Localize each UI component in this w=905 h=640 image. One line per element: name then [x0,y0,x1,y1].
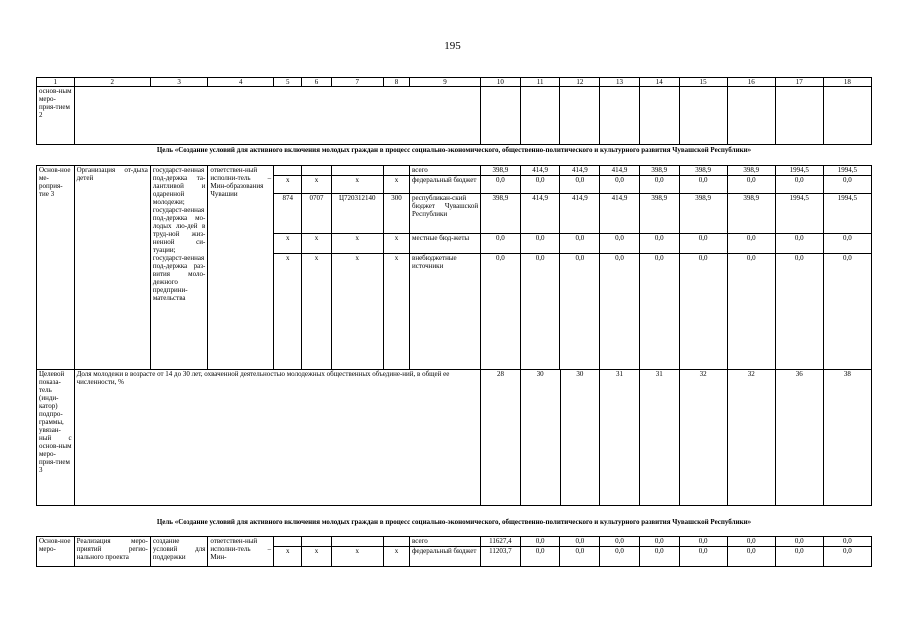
goal-heading-1: Цель «Создание условий для активного включения молодых граждан в процесс социально-экономического, общественно-политического и культурного развития Чувашской Республики» [156,146,752,154]
funding-value: 0,0 [481,254,521,370]
funding-value: 1994,5 [823,166,871,176]
event-executor: ответствен-ный исполни-тель – Мин-образования Чувашии [208,166,274,370]
budget-code: x [383,254,409,370]
budget-code: Ц720312140 [331,194,383,234]
funding-row [37,166,872,176]
funding-source: всего [410,166,481,176]
funding-value: 0,0 [775,234,823,254]
column-number: 16 [727,78,775,87]
indicator-text: Доля молодежи в возрасте от 14 до 30 лет, охваченной деятельностью молодежных общественных объедине-ний, в общей ее численности, % [74,370,480,506]
funding-value: 0,0 [823,254,871,370]
indicator-value: 28 [481,370,521,506]
funding-value: 0,0 [727,537,775,547]
budget-code: x [302,176,331,194]
funding-source: федеральный бюджет [410,547,481,567]
funding-value: 0,0 [823,547,871,567]
funding-value: 0,0 [560,547,600,567]
event-title: Реализация меро-приятий регио-нального проекта [74,537,150,567]
budget-code: x [302,547,331,567]
cell [481,87,521,145]
funding-value: 398,9 [639,166,679,176]
funding-value: 0,0 [727,176,775,194]
budget-code: 874 [274,194,302,234]
funding-value: 0,0 [775,254,823,370]
budget-code: x [302,234,331,254]
cont-row-label: основ-ным меро-прия-тием 2 [37,87,75,145]
funding-value: 0,0 [639,176,679,194]
funding-value: 0,0 [520,234,560,254]
column-number: 14 [639,78,679,87]
funding-value: 414,9 [560,166,600,176]
budget-code [331,166,383,176]
funding-value: 0,0 [775,547,823,567]
column-number: 4 [208,78,274,87]
column-number: 10 [481,78,521,87]
funding-value: 0,0 [679,234,727,254]
funding-value: 0,0 [639,547,679,567]
funding-value: 1994,5 [823,194,871,234]
funding-source: республикан-ский бюджет Чувашской Республики [410,194,481,234]
cell [520,87,560,145]
funding-value: 0,0 [520,176,560,194]
column-number: 2 [74,78,150,87]
budget-code [274,166,302,176]
funding-value: 11203,7 [481,547,521,567]
column-number: 5 [274,78,302,87]
cont-row-span [74,87,480,145]
budget-code: x [331,547,383,567]
funding-value: 398,9 [481,166,521,176]
funding-value: 0,0 [679,537,727,547]
column-number: 6 [302,78,331,87]
cell [600,87,640,145]
event-name: Основ-ное меро- [37,537,75,567]
cell [639,87,679,145]
column-number: 8 [383,78,409,87]
funding-value: 0,0 [560,176,600,194]
budget-code: 300 [383,194,409,234]
funding-value: 1994,5 [775,194,823,234]
funding-value: 0,0 [775,176,823,194]
column-number: 9 [410,78,481,87]
budget-code: x [383,234,409,254]
funding-value: 398,9 [679,166,727,176]
cell [823,87,871,145]
funding-value: 0,0 [481,176,521,194]
budget-code [331,537,383,547]
indicator-value: 38 [823,370,871,506]
funding-value: 0,0 [823,537,871,547]
funding-value: 0,0 [520,254,560,370]
budget-code: x [274,254,302,370]
funding-value: 414,9 [520,166,560,176]
continuation-row [37,87,872,145]
funding-value: 398,9 [727,166,775,176]
budget-code: x [274,547,302,567]
funding-source: местные бюд-жеты [410,234,481,254]
funding-value: 0,0 [727,547,775,567]
indicator-label: Целевой показа-тель (инди-катор) подпро-граммы, увязан-ный с основ-ным меро-прия-тием 3 [37,370,75,506]
funding-value: 0,0 [560,234,600,254]
goal-heading-2: Цель «Создание условий для активного включения молодых граждан в процесс социально-экономического, общественно-политического и культурного развития Чувашской Республики» [156,518,752,526]
column-number: 11 [520,78,560,87]
indicator-value: 32 [727,370,775,506]
funding-value: 0,0 [639,537,679,547]
funding-value: 0,0 [560,254,600,370]
funding-source: всего [410,537,481,547]
budget-code [383,537,409,547]
funding-value: 398,9 [481,194,521,234]
funding-value: 0,0 [520,537,560,547]
column-number: 15 [679,78,727,87]
funding-value: 414,9 [600,166,640,176]
budget-code: x [274,176,302,194]
table-block-next-event [36,536,872,567]
indicator-value: 36 [775,370,823,506]
event-tasks: государст-венная под-держка та-лантливой и одаренной молодежи; государст-венная под-держка мо-лодых лю-дей в труд-ной жиз-ненной си-туации; государст-венная под-держка раз-вития моло-дежного предприни-мательства [150,166,207,370]
indicator-row [37,370,872,506]
budget-code: x [383,547,409,567]
funding-value: 0,0 [679,547,727,567]
funding-source: внебюджетные источники [410,254,481,370]
funding-value: 11627,4 [481,537,521,547]
column-number-row [37,78,872,87]
funding-value: 0,0 [560,537,600,547]
funding-value: 414,9 [520,194,560,234]
funding-value: 0,0 [679,176,727,194]
event-title: Организация от-дыха детей [74,166,150,370]
funding-value: 0,0 [600,176,640,194]
column-number: 1 [37,78,75,87]
funding-value: 0,0 [600,234,640,254]
event-tasks: создание условий для поддержки [150,537,207,567]
indicator-value: 30 [560,370,600,506]
funding-value: 0,0 [600,537,640,547]
budget-code: x [274,234,302,254]
funding-value: 0,0 [823,176,871,194]
budget-code [302,537,331,547]
funding-value: 0,0 [775,537,823,547]
event-name: Основ-ное ме-роприя-тие 3 [37,166,75,370]
table-header [36,77,872,145]
column-number: 17 [775,78,823,87]
funding-value: 1994,5 [775,166,823,176]
budget-code: 0707 [302,194,331,234]
funding-value: 0,0 [727,234,775,254]
funding-value: 0,0 [481,234,521,254]
budget-code: x [331,254,383,370]
indicator-value: 31 [639,370,679,506]
cell [775,87,823,145]
funding-value: 414,9 [600,194,640,234]
funding-value: 0,0 [639,234,679,254]
funding-row [37,537,872,547]
funding-value: 414,9 [560,194,600,234]
cell [560,87,600,145]
cell [727,87,775,145]
budget-code: x [302,254,331,370]
column-number: 7 [331,78,383,87]
table-indicator [36,369,872,506]
funding-source: федеральный бюджет [410,176,481,194]
funding-value: 398,9 [679,194,727,234]
budget-code: x [331,234,383,254]
funding-value: 0,0 [823,234,871,254]
cell [679,87,727,145]
column-number: 3 [150,78,207,87]
table-block-main-event-3 [36,165,872,370]
indicator-value: 31 [600,370,640,506]
funding-value: 0,0 [520,547,560,567]
column-number: 13 [600,78,640,87]
funding-value: 0,0 [600,254,640,370]
budget-code [383,166,409,176]
page-number: 195 [444,40,461,52]
budget-code: x [331,176,383,194]
budget-code [274,537,302,547]
budget-code: x [383,176,409,194]
funding-value: 0,0 [727,254,775,370]
column-number: 18 [823,78,871,87]
budget-code [302,166,331,176]
funding-value: 0,0 [639,254,679,370]
indicator-value: 32 [679,370,727,506]
funding-value: 398,9 [639,194,679,234]
column-number: 12 [560,78,600,87]
indicator-value: 30 [520,370,560,506]
funding-value: 398,9 [727,194,775,234]
funding-value: 0,0 [600,547,640,567]
funding-value: 0,0 [679,254,727,370]
event-executor: ответствен-ный исполни-тель – Мин- [208,537,274,567]
